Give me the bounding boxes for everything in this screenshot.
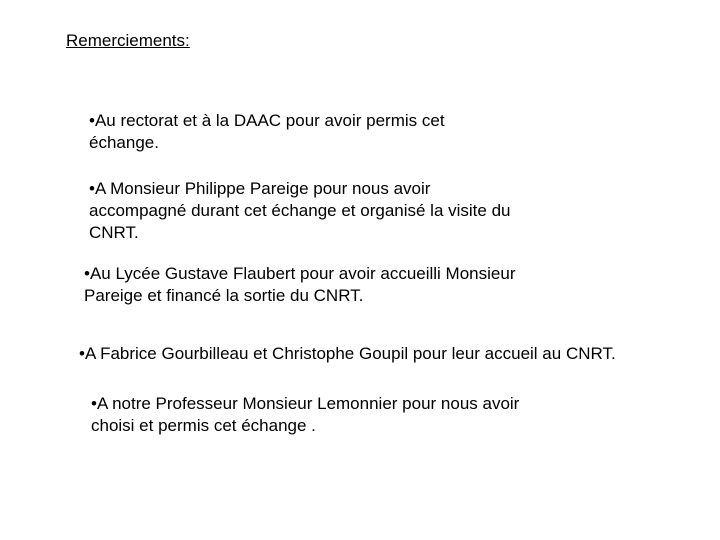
slide-title: Remerciements: <box>66 31 190 50</box>
thanks-line: •A notre Professeur Monsieur Lemonnier pour nous avoir <box>91 394 520 413</box>
thanks-item-rectorat <box>89 110 445 154</box>
thanks-line: •A Fabrice Gourbilleau et Christophe Goupil pour leur accueil au CNRT. <box>79 344 616 363</box>
thanks-line: choisi et permis cet échange . <box>91 416 316 435</box>
thanks-line: •Au Lycée Gustave Flaubert pour avoir accueilli Monsieur <box>84 264 516 283</box>
thanks-line: accompagné durant cet échange et organisé la visite du <box>89 201 511 220</box>
thanks-line: •Au rectorat et à la DAAC pour avoir permis cet <box>89 111 445 130</box>
thanks-item-professeur <box>91 393 519 437</box>
thanks-item-cnrt-hosts <box>79 343 616 365</box>
thanks-line: Pareige et financé la sortie du CNRT. <box>84 286 364 305</box>
thanks-item-lycee <box>84 263 515 307</box>
thanks-item-pareige <box>89 178 511 244</box>
thanks-line: CNRT. <box>89 223 139 242</box>
thanks-line: échange. <box>89 133 159 152</box>
thanks-line: •A Monsieur Philippe Pareige pour nous avoir <box>89 179 431 198</box>
